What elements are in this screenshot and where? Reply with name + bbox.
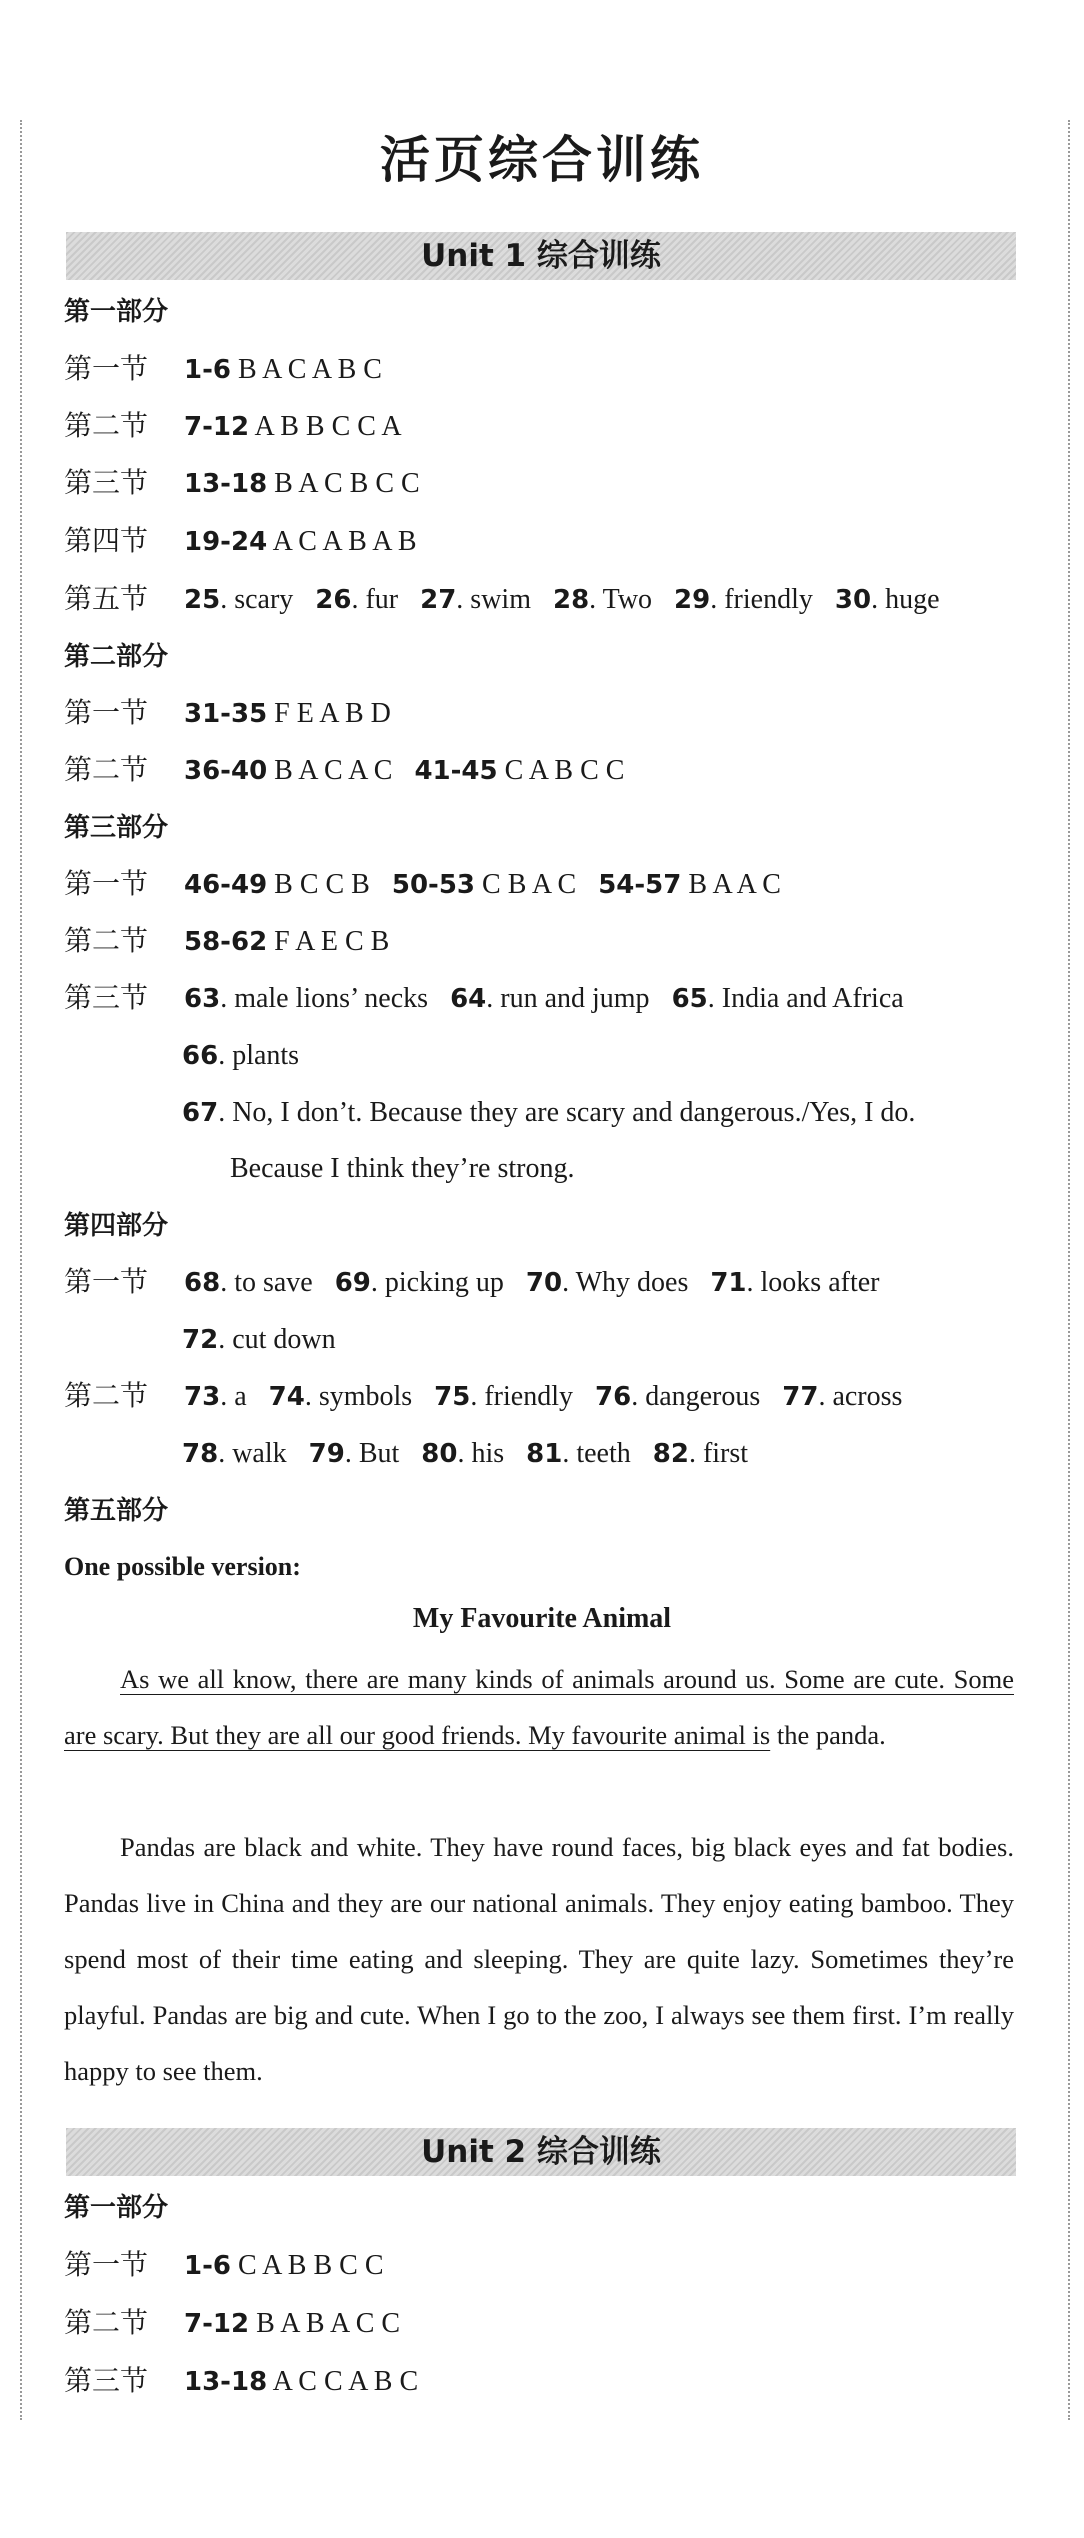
answers: B A C A B C	[237, 354, 382, 385]
answer-text: . looks after	[746, 1267, 880, 1298]
answers: C A B C C	[504, 755, 625, 786]
question-number: 76	[595, 1382, 632, 1412]
answer-text: . fur	[351, 584, 399, 615]
question-number: 79	[308, 1439, 345, 1469]
essay-paragraph-2	[64, 1819, 1014, 2099]
question-range: 7-12	[184, 412, 250, 442]
answer-text: . plants	[218, 1040, 300, 1071]
question-number: 75	[434, 1382, 471, 1412]
answer-row	[64, 464, 420, 504]
paragraph-text: the panda.	[770, 1720, 886, 1750]
question-range: 19-24	[184, 527, 268, 557]
question-number: 64	[450, 984, 487, 1014]
question-range: 1-6	[184, 355, 231, 385]
question-number: 25	[184, 585, 221, 615]
part3-heading: 第三部分	[64, 813, 169, 843]
answer-row	[64, 2246, 384, 2286]
answers: B C C B	[274, 869, 370, 900]
answer-continuation: Because I think they’re strong.	[230, 1153, 575, 1184]
answer-text: . a	[220, 1381, 247, 1412]
question-number: 72	[182, 1325, 219, 1355]
essay-paragraph-1	[64, 1651, 1014, 1763]
question-range: 54-57	[598, 870, 682, 900]
question-number: 27	[420, 585, 457, 615]
section-label: 第三节	[64, 2366, 149, 2397]
question-range: 50-53	[391, 870, 476, 900]
answer-row	[182, 1320, 336, 1360]
answer-text: . teeth	[562, 1438, 631, 1469]
essay-title: My Favourite Animal	[412, 1603, 672, 1634]
answer-row	[64, 580, 940, 620]
section-label: 第一节	[64, 1267, 149, 1298]
question-number: 66	[182, 1041, 219, 1071]
question-number: 70	[525, 1268, 563, 1298]
answer-row	[64, 522, 417, 562]
answer-text: . dangerous	[631, 1381, 761, 1412]
part4-heading: 第四部分	[64, 1211, 169, 1241]
question-number: 80	[421, 1439, 458, 1469]
question-range: 58-62	[184, 927, 268, 957]
answer-row	[64, 350, 382, 390]
section-label: 第三节	[64, 468, 149, 499]
answers: A C C A B C	[272, 2366, 419, 2397]
part1-heading: 第一部分	[64, 297, 169, 327]
answer-text: . swim	[456, 584, 531, 615]
answer-row	[182, 1093, 915, 1133]
question-range: 41-45	[414, 756, 498, 786]
answer-row	[64, 1377, 902, 1417]
version-label: One possible version:	[64, 1552, 301, 1581]
section-label: 第二节	[64, 2308, 149, 2339]
question-range: 13-18	[184, 2367, 268, 2397]
question-range: 36-40	[184, 756, 268, 786]
answer-text: . walk	[218, 1438, 287, 1469]
answer-row	[64, 407, 402, 447]
answer-row	[64, 2304, 400, 2344]
section-label: 第二节	[64, 1381, 149, 1412]
answer-text: . across	[818, 1381, 903, 1412]
answers: B A C B C C	[274, 468, 420, 499]
answer-row	[182, 1434, 748, 1474]
unit2-header-bar: Unit 2 综合训练	[66, 2128, 1016, 2176]
answer-text: . symbols	[304, 1381, 413, 1412]
answers: F A E C B	[274, 926, 390, 957]
answer-text: . first	[688, 1438, 749, 1469]
question-range: 1-6	[184, 2251, 231, 2281]
question-number: 68	[184, 1268, 221, 1298]
section-label: 第二节	[64, 411, 149, 442]
unit1-header-bar: Unit 1 综合训练	[66, 232, 1016, 280]
question-range: 46-49	[184, 870, 268, 900]
part1-heading: 第一部分	[64, 2193, 169, 2223]
underlined-text: As we all know, there are many kinds of animals around us. Some are cute. Some are scary. But they are all our good friends. My favourite animal is	[64, 1664, 1014, 1750]
section-label: 第一节	[64, 698, 149, 729]
question-number: 28	[552, 585, 590, 615]
answer-text: . cut down	[218, 1324, 336, 1355]
right-dotted-margin	[1068, 120, 1070, 2420]
answer-text: . friendly	[710, 584, 813, 615]
part2-heading: 第二部分	[64, 642, 169, 672]
answer-text: . run and jump	[486, 983, 650, 1014]
answer-text: . male lions’ necks	[220, 983, 429, 1014]
answer-row	[64, 694, 391, 734]
answers: B A C A C	[274, 755, 393, 786]
question-number: 73	[184, 1382, 221, 1412]
question-number: 65	[671, 984, 708, 1014]
left-dotted-margin	[20, 120, 22, 2420]
answer-text: . India and Africa	[707, 983, 904, 1014]
answers: C A B B C C	[237, 2250, 384, 2281]
question-number: 63	[184, 984, 221, 1014]
question-range: 7-12	[184, 2309, 250, 2339]
section-label: 第二节	[64, 755, 149, 786]
page-title: 活页综合训练	[380, 131, 704, 189]
answers: A B B C C A	[254, 411, 402, 442]
section-label: 第一节	[64, 2250, 149, 2281]
question-number: 82	[652, 1439, 689, 1469]
question-number: 69	[334, 1268, 371, 1298]
answer-row	[64, 979, 904, 1019]
question-range: 13-18	[184, 469, 268, 499]
section-label: 第五节	[64, 584, 149, 615]
question-number: 67	[182, 1098, 219, 1128]
question-number: 29	[674, 585, 711, 615]
section-label: 第三节	[64, 983, 149, 1014]
section-label: 第一节	[64, 354, 149, 385]
answer-text: . picking up	[370, 1267, 504, 1298]
question-number: 81	[526, 1439, 563, 1469]
answer-text: . huge	[871, 584, 940, 615]
paragraph-text: Pandas are black and white. They have round faces, big black eyes and fat bodies. Pandas live in China and they are our national animals. They enjoy eating bamboo. They spend most of their time eating and sleeping. They are quite lazy. Sometimes they’re playful. Pandas are big and cute. When I go to the zoo, I always see them first. I’m really happy to see them.	[64, 1832, 1014, 2086]
answers: C B A C	[482, 869, 577, 900]
answer-row	[182, 1036, 299, 1076]
answers: A C A B A B	[272, 526, 417, 557]
section-label: 第一节	[64, 869, 149, 900]
answer-text: . to save	[220, 1267, 313, 1298]
question-number: 30	[834, 585, 872, 615]
answers: B A A C	[688, 869, 781, 900]
answer-text: . No, I don’t. Because they are scary and dangerous./Yes, I do.	[218, 1097, 916, 1128]
section-label: 第二节	[64, 926, 149, 957]
answer-text: . Why does	[562, 1267, 689, 1298]
question-number: 71	[710, 1268, 747, 1298]
question-number: 78	[182, 1439, 219, 1469]
question-range: 31-35	[184, 699, 268, 729]
answer-row	[64, 922, 389, 962]
question-number: 77	[782, 1382, 819, 1412]
answers: F E A B D	[274, 698, 391, 729]
answer-text: . his	[457, 1438, 505, 1469]
question-number: 26	[315, 585, 352, 615]
answer-text: . Two	[589, 584, 653, 615]
part5-heading: 第五部分	[64, 1496, 169, 1526]
answer-text: . But	[344, 1438, 400, 1469]
answer-text: . friendly	[470, 1381, 573, 1412]
answers: B A B A C C	[256, 2308, 401, 2339]
answer-row	[64, 865, 781, 905]
question-number: 74	[268, 1382, 305, 1412]
answer-text: . scary	[220, 584, 294, 615]
answer-row	[64, 1263, 880, 1303]
answer-row	[64, 751, 624, 791]
section-label: 第四节	[64, 526, 149, 557]
answer-row	[64, 2362, 418, 2402]
